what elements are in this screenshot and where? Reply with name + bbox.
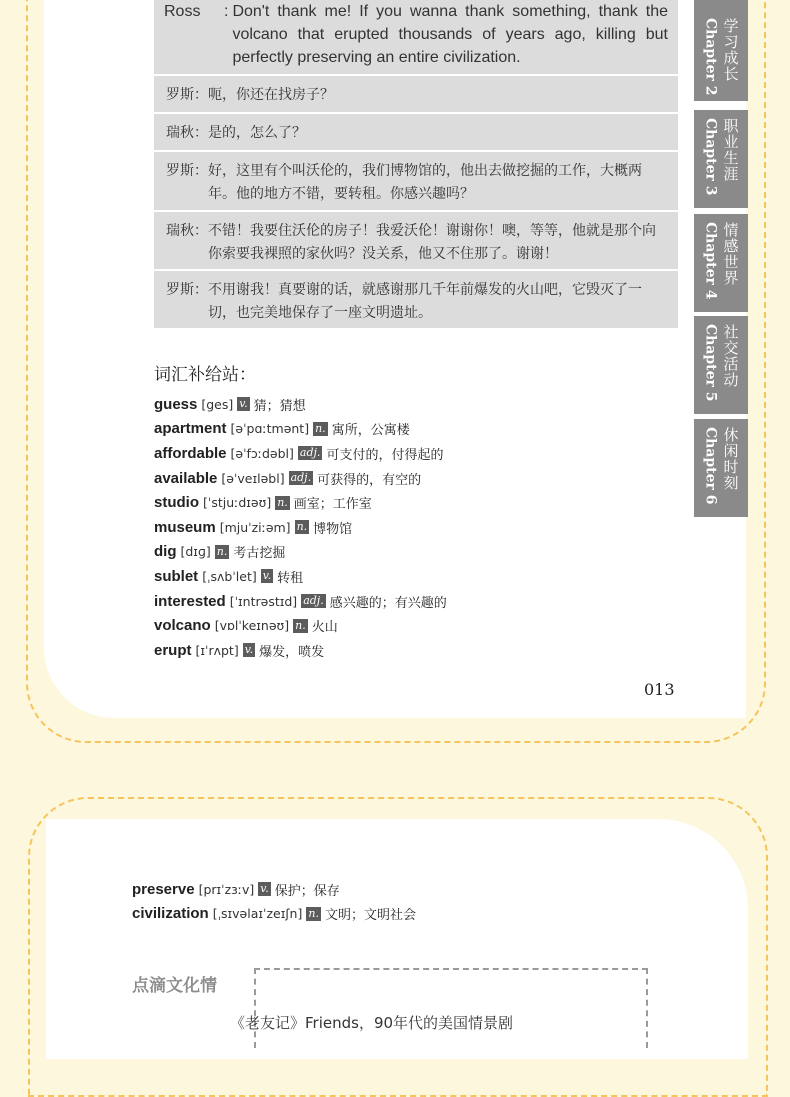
- vocab-item: [154, 490, 674, 515]
- vocab-definition: 猜；猜想: [253, 398, 306, 414]
- vocab-word: guess: [154, 395, 198, 413]
- culture-box: [254, 968, 648, 1048]
- dialogue-text: 不错！我要住沃伦的房子！我爱沃伦！谢谢你！噢，等等，他就是那个向你索要我裸照的家伙吗？没关系，他又不住那了。谢谢！: [208, 223, 656, 262]
- vocab-definition: 画室；工作室: [293, 497, 372, 513]
- speaker-name: Ross: [164, 3, 201, 20]
- vocab-definition: 火山: [311, 620, 338, 636]
- vocab-pos: v.: [260, 882, 269, 896]
- vocab-pos: adj.: [303, 594, 324, 608]
- vocab-definition: 文明；文明社会: [324, 908, 416, 924]
- chapter-tab-number: Chapter 3: [702, 118, 719, 196]
- speaker-name: 罗斯：: [166, 282, 208, 298]
- chapter-tab-number: Chapter 6: [702, 427, 719, 505]
- chapter-tab-2[interactable]: [694, 0, 748, 101]
- speaker-name: 瑞秋：: [166, 223, 208, 239]
- dialogue-line: [154, 0, 678, 76]
- vocab-definition: 爆发，喷发: [259, 644, 325, 660]
- vocab-pos: v.: [239, 397, 248, 411]
- dialogue-text: 好，这里有个叫沃伦的，我们博物馆的，他出去做挖掘的工作，大概两年。他的地方不错，要转租。你感兴趣吗？: [208, 163, 642, 202]
- vocab-word: sublet: [154, 567, 199, 585]
- dialogue-line: [154, 114, 678, 152]
- vocab-definition: 可支付的，付得起的: [326, 447, 444, 463]
- vocab-item: [154, 441, 674, 466]
- vocab-item: [154, 564, 674, 589]
- vocab-section-title: 词汇补给站：: [154, 365, 256, 385]
- speaker-name: 瑞秋：: [166, 125, 208, 141]
- dialogue-line: [154, 76, 678, 114]
- vocab-item: [154, 515, 674, 540]
- speaker-name: 罗斯：: [166, 87, 208, 103]
- vocab-word: volcano: [154, 617, 211, 635]
- speaker-name: 罗斯：: [166, 163, 208, 179]
- vocab-phonetic: [ɪˈrʌpt]: [195, 642, 239, 658]
- vocab-phonetic: [ˈstjuːdɪəʊ]: [203, 495, 272, 511]
- vocab-pos: adj.: [290, 471, 312, 485]
- speaker-separator: :: [224, 3, 229, 20]
- vocab-pos: adj.: [299, 446, 321, 460]
- vocab-item: [132, 877, 652, 902]
- chapter-tab-label: 休闲时刻: [721, 427, 740, 491]
- vocab-pos: v.: [244, 643, 254, 657]
- vocab-item: [154, 638, 674, 663]
- vocab-pos: n.: [277, 495, 288, 509]
- dialogue-line: [154, 271, 678, 330]
- vocab-item: [154, 613, 674, 638]
- chapter-tab-6[interactable]: [694, 419, 748, 517]
- vocab-item: [132, 902, 652, 927]
- vocab-definition: 转租: [277, 570, 304, 586]
- vocab-phonetic: [mjuˈziːəm]: [219, 519, 291, 535]
- vocab-item: [154, 466, 674, 491]
- chapter-tab-number: Chapter 2: [702, 18, 719, 96]
- culture-text: 《老友记》Friends，90年代的美国情景剧: [230, 1014, 514, 1032]
- dialogue-line: [154, 152, 678, 212]
- vocab-pos: n.: [315, 421, 326, 435]
- vocab-definition: 保护；保存: [274, 883, 340, 899]
- dialogue-text: 呃，你还在找房子？: [208, 87, 334, 103]
- vocab-list-continued: [132, 877, 652, 926]
- chapter-tab-3[interactable]: [694, 110, 748, 208]
- vocab-word: erupt: [154, 641, 192, 659]
- page-number: 013: [644, 680, 675, 699]
- vocab-phonetic: [əˈpɑːtmənt]: [230, 421, 310, 437]
- vocab-definition: 感兴趣的；有兴趣的: [329, 595, 447, 611]
- dialogue-text: Don't thank me! If you wanna thank something, thank the volcano that erupted thousands of years ago, killing but perfectly preserving an entire civilization.: [232, 3, 668, 66]
- chapter-tab-label: 学习成长: [721, 18, 740, 82]
- vocab-item: [154, 540, 674, 565]
- vocab-phonetic: [əˈfɔːdəbl]: [230, 445, 294, 461]
- dialogue-block: [154, 0, 678, 330]
- vocab-phonetic: [əˈveɪləbl]: [221, 470, 285, 486]
- vocab-word: preserve: [132, 880, 195, 898]
- vocab-phonetic: [ges]: [201, 396, 234, 412]
- chapter-tab-label: 社交活动: [721, 324, 740, 388]
- chapter-tab-number: Chapter 5: [702, 324, 719, 402]
- vocab-item: [154, 589, 674, 614]
- dialogue-text: 是的，怎么了？: [208, 125, 306, 141]
- vocab-word: available: [154, 469, 218, 487]
- vocab-word: affordable: [154, 444, 227, 462]
- vocab-word: studio: [154, 494, 199, 512]
- vocab-pos: n.: [296, 520, 308, 534]
- vocab-word: civilization: [132, 905, 209, 923]
- chapter-tab-label: 情感世界: [721, 222, 740, 286]
- vocab-item: [154, 392, 674, 417]
- chapter-tab-number: Chapter 4: [702, 222, 719, 300]
- vocab-phonetic: [vɒlˈkeɪnəʊ]: [214, 618, 290, 634]
- vocab-definition: 可获得的，有空的: [317, 472, 422, 488]
- vocab-word: dig: [154, 543, 177, 561]
- vocab-list: [154, 392, 674, 663]
- vocab-phonetic: [prɪˈzɜːv]: [198, 881, 255, 897]
- vocab-phonetic: [dɪɡ]: [180, 544, 211, 560]
- vocab-pos: n.: [295, 618, 306, 632]
- vocab-definition: 考古挖掘: [233, 546, 286, 562]
- dialogue-line: [154, 212, 678, 271]
- vocab-phonetic: [ˌsʌbˈlet]: [202, 568, 257, 584]
- vocab-pos: n.: [216, 544, 228, 558]
- vocab-item: [154, 417, 674, 442]
- culture-section-label: 点滴文化情: [132, 976, 217, 996]
- vocab-phonetic: [ˈɪntrəstɪd]: [229, 593, 298, 609]
- vocab-definition: 寓所，公寓楼: [331, 423, 410, 439]
- vocab-pos: n.: [308, 906, 319, 920]
- vocab-word: interested: [154, 592, 226, 610]
- vocab-definition: 博物馆: [313, 521, 353, 537]
- vocab-word: museum: [154, 518, 216, 536]
- chapter-tab-5[interactable]: [694, 316, 748, 414]
- vocab-word: apartment: [154, 420, 227, 438]
- vocab-phonetic: [ˌsɪvəlaɪˈzeɪʃn]: [212, 906, 303, 922]
- vocab-pos: v.: [262, 569, 272, 583]
- chapter-tab-4[interactable]: [694, 214, 748, 312]
- dialogue-text: 不用谢我！真要谢的话，就感谢那几千年前爆发的火山吧，它毁灭了一切，也完美地保存了一座文明遗址。: [208, 282, 642, 321]
- chapter-tab-label: 职业生涯: [721, 118, 740, 182]
